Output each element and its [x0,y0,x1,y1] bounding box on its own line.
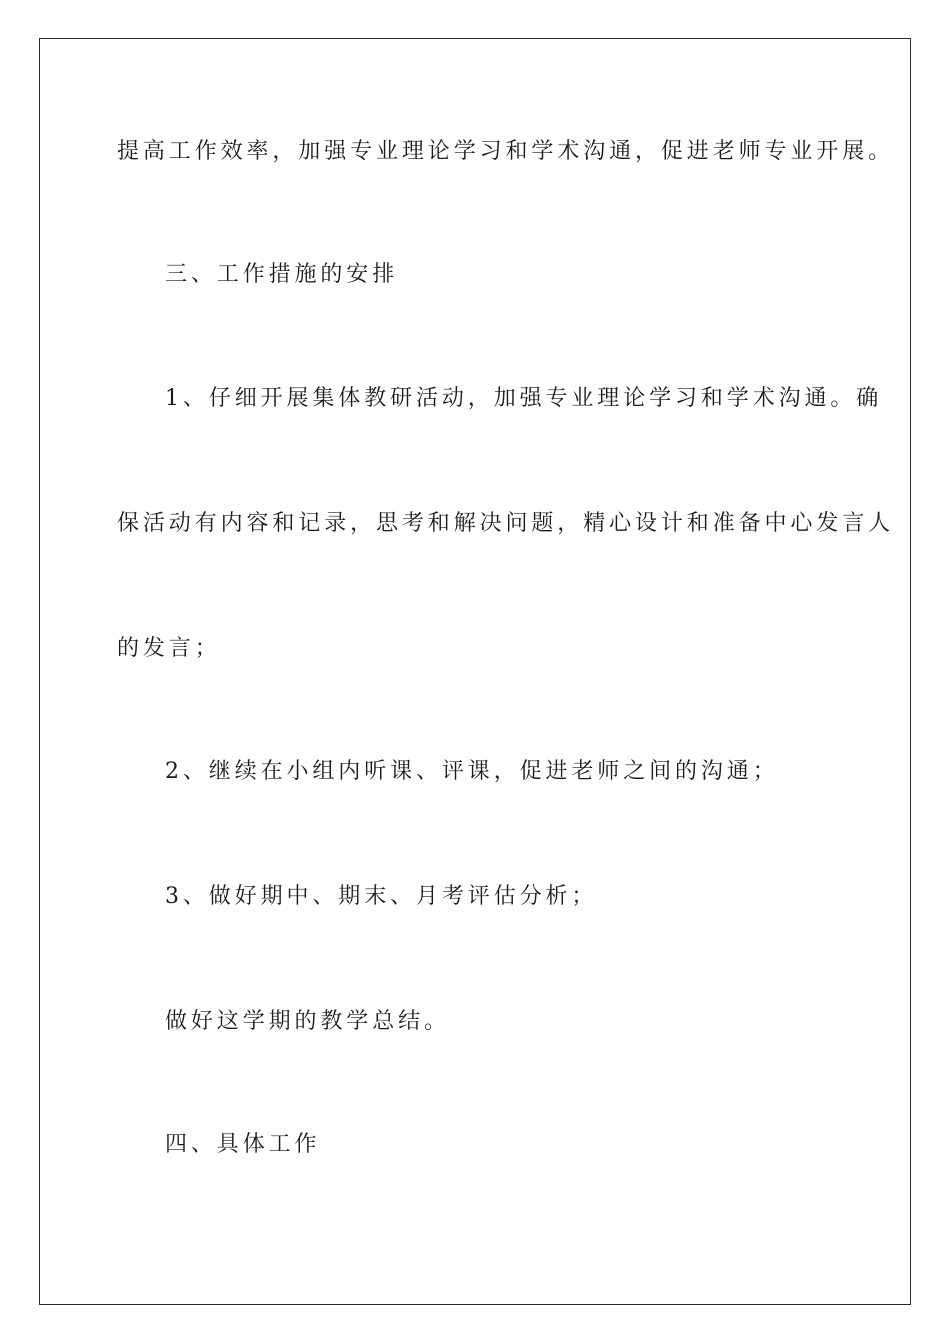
paragraph-line-4: 的发言； [117,636,221,661]
page-border [39,38,911,1305]
paragraph-line-1: 提高工作效率，加强专业理论学习和学术沟通，促进老师专业开展。 [117,139,895,164]
paragraph-line-2: 1、仔细开展集体教研活动，加强专业理论学习和学术沟通。确 [165,386,883,411]
paragraph-line-5: 2、继续在小组内听课、评课，促进老师之间的沟通； [165,759,779,784]
section-heading-4: 四、具体工作 [165,1132,321,1157]
paragraph-line-7: 做好这学期的教学总结。 [165,1009,450,1034]
paragraph-line-3: 保活动有内容和记录，思考和解决问题，精心设计和准备中心发言人 [117,511,895,536]
section-heading-3: 三、工作措施的安排 [165,262,399,287]
paragraph-line-6: 3、做好期中、期末、月考评估分析； [165,884,598,909]
